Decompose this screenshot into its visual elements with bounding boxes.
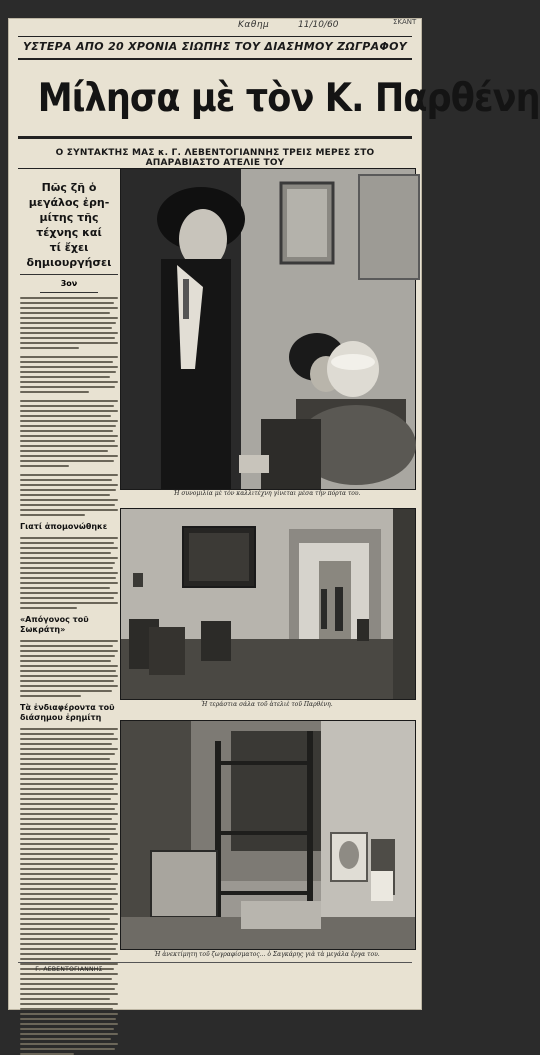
subtitle-why-isolated: Γιατί ἀπομονώθηκε <box>20 522 108 531</box>
handwritten-source: Καθημ <box>238 20 270 30</box>
article-headline: Μίλησα μὲ τὸν Κ. Παρθένη <box>37 76 540 121</box>
photo-easels-image <box>121 721 415 949</box>
body-text-3 <box>20 640 118 697</box>
photo-studio-hall-image <box>121 509 415 699</box>
kicker-rule <box>18 58 412 60</box>
top-rule <box>18 36 412 37</box>
photo-easels <box>120 720 416 950</box>
article-subhead: Ο ΣΥΝΤΑΚΤΗΣ ΜΑΣ κ. Γ. ΛΕΒΕΝΤΟΓΙΑΝΝΗΣ ΤΡΕΙΣ ΜΕΡΕΣ ΣΤΟ ΑΠΑΡΑΒΙΑΣΤΟ ΑΤΕΛΙΕ ΤΟΥ <box>55 148 375 168</box>
text-column <box>20 180 118 970</box>
newspaper-clipping <box>8 18 540 1010</box>
photo-conversation <box>120 168 416 490</box>
photo-conversation-image <box>121 169 415 489</box>
caption-conversation: Ἡ συνομιλία μὲ τὸν καλλιτέχνη γίνεται μέσα τὴν πόρτα του. <box>173 490 361 497</box>
article-deck <box>20 180 118 270</box>
body-text-1 <box>20 297 118 516</box>
deck-line: μίτης τῆς τέχνης καί <box>36 211 102 239</box>
caption-studio-hall: Ἡ τεράστια σάλα τοῦ ἀτελιὲ τοῦ Παρθένη. <box>201 701 333 708</box>
caption-easels: Ἡ ἀνεκτίμητη τοῦ ζωγραφίσματος... ὁ Σαγκάρης γιὰ τὰ μεγάλα ἔργα του. <box>154 951 380 958</box>
article-kicker: ΥΣΤΕΡΑ ΑΠΟ 20 ΧΡΟΝΙΑ ΣΙΩΠΗΣ ΤΟΥ ΔΙΑΣΗΜΟΥ ΖΩΓΡΑΦΟΥ <box>22 40 408 53</box>
subtitle-interests: Τὰ ἐνδιαφέροντα τοῦ διάσημου ἐρημίτη <box>20 703 115 722</box>
handwritten-date: 11/10/60 <box>298 20 339 30</box>
handwritten-ref: ΣΚΑΝΤ <box>393 18 417 26</box>
body-text-2 <box>20 537 118 609</box>
body-text-4 <box>20 728 118 1055</box>
headline-rule <box>18 136 412 139</box>
deck-line: τί ἔχει δημιουργήσει <box>26 241 112 269</box>
column-rule <box>40 292 99 293</box>
subtitle-socrates: «Απόγονος τοῦ Σωκράτη» <box>20 615 89 634</box>
deck-line: Πῶς ζῆ ὁ μεγάλος ἐρη- <box>28 181 110 209</box>
column-rule <box>20 274 118 275</box>
article-author: Γ. ΛΕΒΕΝΤΟΓΙΑΝΝΗΣ <box>35 966 103 973</box>
photo-studio-hall <box>120 508 416 700</box>
bottom-rule <box>18 962 412 963</box>
section-number: 3ον <box>60 279 78 288</box>
